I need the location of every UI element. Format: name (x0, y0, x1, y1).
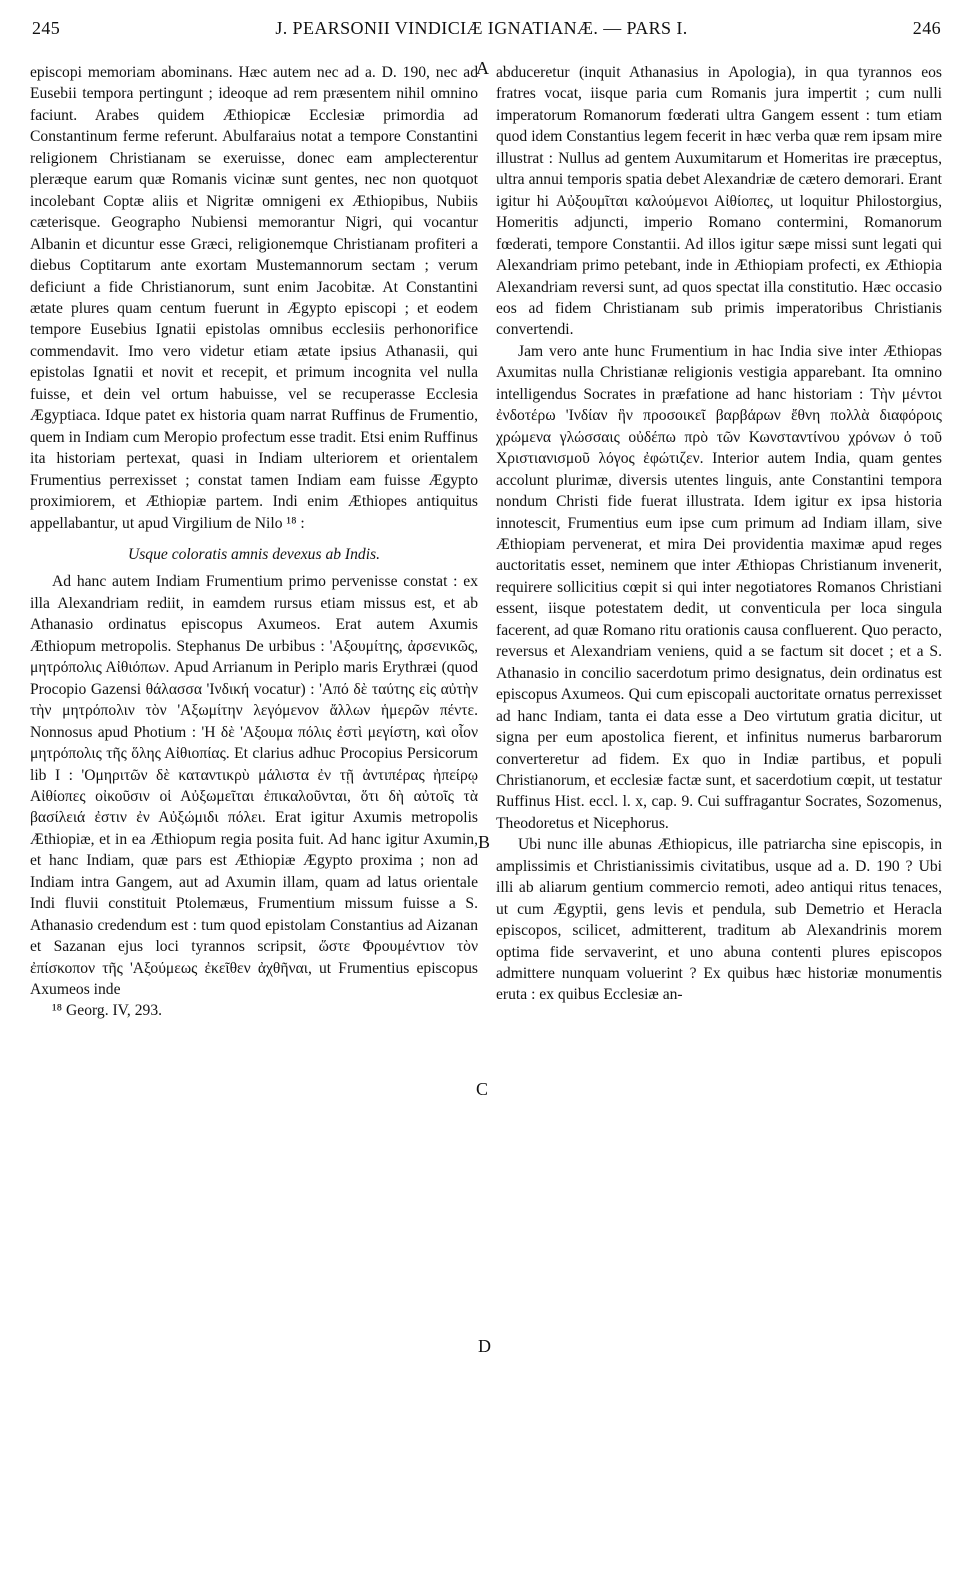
right-paragraph-1: abduceretur (inquit Athanasius in Apologia), in qua tyrannos eos fratres vocat, iisque paria cum Romanis jura impertit ; cum nulli imperatorum Romanorum fœderati ultra Gangem essent : tum etiam quod idem Constantius legem fecerit in hæc verba quæ rem ipsam mire illustrat : Nullus ad gentem Auxumitarum et Homeritas ire præceptus, ultra annui temporis spatia debet Alexandriæ de cætero demorari. Erant igitur hi Αὐξουμῖται καλούμενοι Αἰθίοπες, ut loquitur Philostorgius, Homeritis adjuncti, imperio Romano contermini, Romanorum fœderati, tempore Constantii. Ad illos igitur sæpe missi sunt legati qui Alexandriam primo petebant, inde in Æthiopiam profecti, ex Æthiopia Alexandriam reversi sunt, ad quos spectat illa constitutio. Hæc occasio eos ad fidem Christianam sub primis imperatoribus Christianis convertendi. (496, 64, 942, 339)
running-title: J. PEARSONII VINDICIÆ IGNATIANÆ. — PARS I. (275, 18, 688, 38)
margin-letter-b: B (478, 832, 491, 852)
right-page-number: 246 (912, 18, 941, 38)
left-page-number: 245 (32, 18, 61, 38)
left-column (30, 62, 478, 1022)
right-paragraph-2: Jam vero ante hunc Frumentium in hac India sive inter Æthiopas Axumitas nulla Christianæ religionis vestigia apparebant. Ita omnino intelligendus Socrates in præfatione ad hanc historiam : Τὴν μέντοι ἐνδοτέρω 'Ινδίαν ἣν προσοικεῖ βαρβάρων ἔθνη πολλὰ διαφόροις χρώμενα γλώσσαις οὐδέπω πρὸ τῶν Κωνσταντίνου χρόνων ὁ τοῦ Χριστιανισμοῦ λόγος ἐφώτιζεν. Interior autem India, quam gentes accolunt plurimæ, diversis utentes linguis, ante Constantini tempora nondum Christi fide fuerat illustrata. Idem igitur ex ipsa historia innotescit, Frumentius eum ipse cum primum ad Indiam illam, sive Æthiopiam pervenerat, et mira Dei providentia maximæ apud reges auctoritatis esset, neminem que inter Æthiopas Christianum invenerit, requirere sollicitius cœpit si qui inter negotiatores Romanos Christiani essent, iisque potestatem dedit, ut conventicula per loca singula facerent, ad quæ Romano ritu orationis causa confluerent. Quo peracto, reversus et Alexandriam veniens, quid a se factum sit docet ; et a S. Athanasio in concilio sacerdotum primo designatus, dein ordinatus est episcopus Axumeos. Qui cum episcopali auctoritate ornatus perrexisset ad hanc Indiam, tanta ei data esse a Deo virtutum gratia dicitur, ut signa per eum apostolica fierent, et infinitus numerus barbarorum converteretur ad fidem. Ex quo in Indiæ partibus, et populi Christianorum, et ecclesiæ factæ sunt, et sacerdotium cœpit, ut testatur Ruffinus Hist. eccl. l. x, cap. 9. Cui suffragantur Socrates, Sozomenus, Theodoretus et Nicephorus. (496, 342, 942, 832)
verse-quotation: Usque coloratis amnis devexus ab Indis. (127, 545, 381, 563)
page-header (0, 0, 963, 50)
right-paragraph-3: Ubi nunc ille abunas Æthiopicus, ille patriarcha sine episcopis, in amplissimis et Christianissimis civitatibus, usque ad a. D. 190 ? Ubi illi ab aliarum gentium commercio remoti, adeo antiqui ritus tenaces, ut cum Ægyptii, gens levis et pendula, sub Demetrio et Heracla episcopos, scilicet, admitterent, traditum ab Alexandrinis morem optima fide servaverint, et uno abuna contenti plures episcopos admittere nunquam voluerint ? Ex quibus hæc historiæ monumentis eruta : ex quibus Ecclesiæ an- (496, 836, 942, 1004)
left-paragraph-1: episcopi memoriam abominans. Hæc autem nec ad a. D. 190, nec ad Eusebii tempora pertingunt ; ideoque ad rem præsentem nihil omnino faciunt. Arabes quidem Æthiopicæ Ecclesiæ primordia ad Constantinum ferme referunt. Abulfaraius notat a tempore Constantini religionem Christianam se exeruisse, donec eam amplecterentur pleræque earum quæ Romanis vicinæ sunt gentes, nec non quotquot incolebant Coptæ aliis et Nigritæ omnigeni ex Æthiopibus, Nubiis cæterisque. Geographo Nubiensi memorantur Nigri, qui vocantur Albanin et dicuntur esse Græci, religionemque Christianam profiteri a diebus Coptitarum ante exortam Mustemannorum sectam ; verum deficiunt a fide Christianorum, sunt enim Jacobitæ. At Constantini ætate plures quam centum fuerunt in Ægypto episcopi ; et eodem tempore Eusebius Ignatii epistolas omnibus ecclesiis perhonorifice commendavit. Imo vero videtur etiam ætate ipsius Athanasii, qui epistolas Ignatii et novit et recepit, et primum incognita vel nulla fuisse, et dein vel ortum habuisse, vel se recuperasse Ecclesia Ægyptiaca. Idque patet ex historia quam narrat Ruffinus de Frumentio, quem in Indiam cum Meropio profectum esse tradit. Etsi enim Ruffinus ita historiam pertexat, quasi in Indiam ulteriorem et orientalem Frumentius perrexisset ; constat tamen Indiam eam fuisse Ægypto proximiorem, et Æthiopiæ partem. Indi enim Æthiopes antiquitus appellabantur, ut apud Virgilium de Nilo ¹⁸ : (30, 64, 478, 532)
footnote: ¹⁸ Georg. IV, 293. (52, 1002, 163, 1020)
margin-letter-d: D (478, 1336, 491, 1356)
left-paragraph-2: Ad hanc autem Indiam Frumentium primo pervenisse constat : ex illa Alexandriam rediit, in eamdem rursus etiam missus est, et ab Athanasio ordinatus episcopus Axumeos. Erat autem Axumis Æthiopum metropolis. Stephanus De urbibus : 'Αξουμίτης, ἀρσενικῶς, μητρόπολις Αἰθιόπων. Apud Arrianum in Periplo maris Erythræi (quod Procopio Gazensi θάλασσα 'Ινδική vocatur) : 'Από δὲ ταύτης εἰς αὐτὴν τὴν μητρόπολιν τὸν 'Αξωμίτην λεγόμενον ἄλλων ἡμερῶν πέντε. Nonnosus apud Photium : 'Η δὲ 'Αξουμα πόλις ἐστὶ μεγίστη, καὶ οἷον μητρόπολις τῆς ὅλης Αἰθιοπίας. Et clarius adhuc Procopius Persicorum lib I : 'Ομηριτῶν δὲ καταντικρὺ μάλιστα ἐν τῇ ἀντιπέρας ἠπείρῳ Αἰθίοπες οἰκοῦσιν οἱ Αὐξωμεῖται ἐπικαλοῦνται, ὅτι δὴ αὐτοῖς τὰ βασίλειά ἐστιν ἐν Αὐξώμιδι πόλει. Erat igitur Axumis metropolis Æthiopiæ, et in ea Æthiopum regia posita fuit. Ad hanc igitur Axumin, et hanc Indiam, quæ pars est Æthiopiæ Ægypto proxima ; non ad Indiam intra Gangem, aut ad Axumin illam, quam ad latus orientale Indi fluvii constituit Ptolemæus, Frumentium missum fuisse a S. Athanasio credendum est : tum quod epistolam Constantius ad Aizanan et Sazanan ejus loci tyrannos scripsit, ὥστε Φρουμέντιον τὸν ἐπίσκοπον τῆς 'Αξούμεως ἐκεῖθεν ἀχθῆναι, ut Frumentius episcopus Axumeos inde (30, 573, 478, 999)
right-column (496, 62, 942, 1006)
margin-letter-c: C (476, 1079, 489, 1099)
margin-letter-a: A (476, 58, 489, 78)
